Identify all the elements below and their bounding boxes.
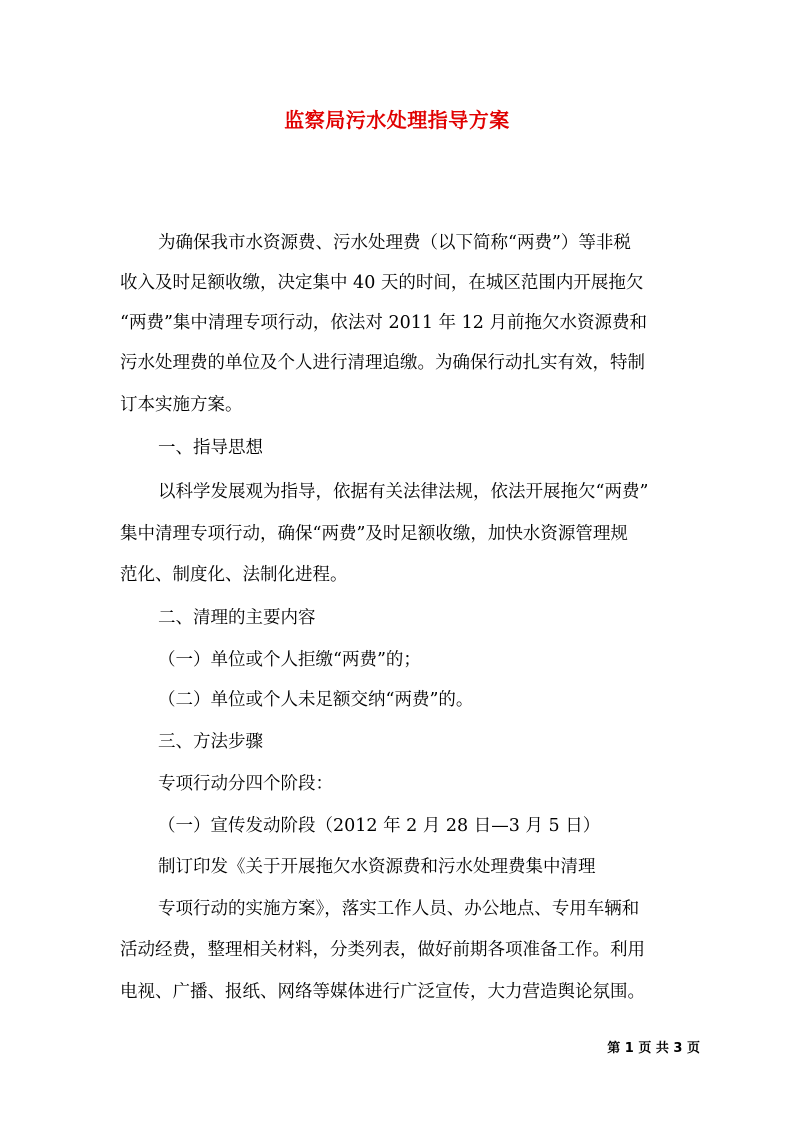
paragraph-line: 范化、制度化、法制化进程。: [120, 565, 348, 585]
list-item: （二）单位或个人未足额交纳“两费”的。: [158, 690, 474, 710]
paragraph-line: 订本实施方案。: [120, 395, 243, 415]
paragraph-line: 污水处理费的单位及个人进行清理追缴。为确保行动扎实有效，特制: [120, 353, 645, 373]
paragraph-line: 专项行动分四个阶段：: [158, 774, 333, 794]
paragraph-line: 集中清理专项行动，确保“两费”及时足额收缴，加快水资源管理规: [120, 524, 628, 544]
paragraph-line: 收入及时足额收缴，决定集中 40 天的时间，在城区范围内开展拖欠: [120, 273, 644, 293]
section-heading: 二、清理的主要内容: [158, 608, 316, 628]
document-title: 监察局污水处理指导方案: [284, 108, 510, 132]
page-number: 第 1 页 共 3 页: [607, 1041, 700, 1056]
paragraph-line: 为确保我市水资源费、污水处理费（以下简称“两费”）等非税: [158, 233, 631, 253]
paragraph-line: “两费”集中清理专项行动，依法对 2011 年 12 月前拖欠水资源费和: [120, 313, 647, 333]
paragraph-line: 专项行动的实施方案》，落实工作人员、办公地点、专用车辆和: [158, 899, 640, 919]
paragraph-line: 以科学发展观为指导，依据有关法律法规，依法开展拖欠“两费”: [158, 482, 649, 502]
list-item: （一）单位或个人拒缴“两费”的；: [158, 650, 421, 670]
section-heading: 三、方法步骤: [158, 732, 263, 752]
paragraph-line: 制订印发《关于开展拖欠水资源费和污水处理费集中清理: [158, 857, 596, 877]
paragraph-line: 电视、广播、报纸、网络等媒体进行广泛宣传，大力营造舆论氛围。: [120, 982, 645, 1002]
subsection-heading: （一）宣传发动阶段（2012 年 2 月 28 日—3 月 5 日）: [158, 816, 601, 836]
section-heading: 一、指导思想: [158, 438, 263, 458]
paragraph-line: 活动经费，整理相关材料，分类列表，做好前期各项准备工作。利用: [120, 940, 645, 960]
